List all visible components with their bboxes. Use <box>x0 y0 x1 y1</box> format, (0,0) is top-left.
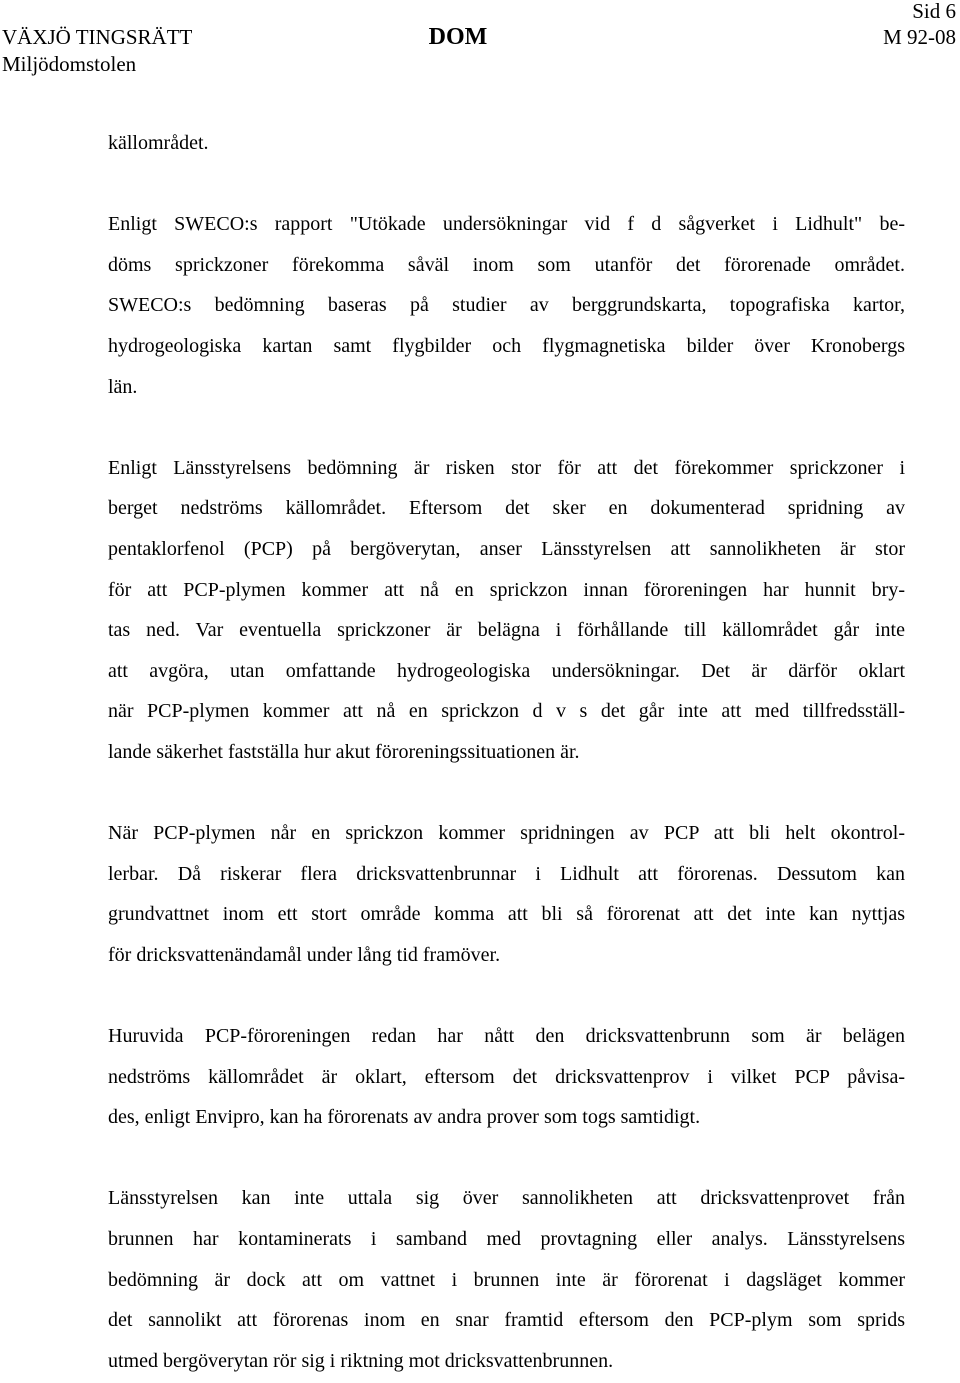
body-line: för dricksvattenändamål under lång tid framöver. <box>108 943 501 966</box>
body-line: grundvattnet inom ett stort område komma att bli så förorenat att det inte kan nyttjas <box>108 903 905 926</box>
body-line: lerbar. Då riskerar flera dricksvattenbrunnar i Lidhult att förorenas. Dessutom kan <box>108 862 905 885</box>
paragraph <box>108 204 905 407</box>
body-line: berget nedströms källområdet. Eftersom det sker en dokumenterad spridning av <box>108 497 905 520</box>
body-line: När PCP-plymen når en sprickzon kommer spridningen av PCP att bli helt okontrol- <box>108 822 905 845</box>
body-line: nedströms källområdet är oklart, eftersom det dricksvattenprov i vilket PCP påvisa- <box>108 1065 905 1088</box>
body-line: det sannolikt att förorenas inom en snar framtid eftersom den PCP-plym som sprids <box>108 1309 905 1332</box>
body-line: Huruvida PCP-föroreningen redan har nått den dricksvattenbrunn som är belägen <box>108 1025 905 1048</box>
body-line: döms sprickzoner förekomma såväl inom som utanför det förorenade området. <box>108 253 905 276</box>
body-line: bedömning är dock att om vattnet i brunnen inte är förorenat i dagsläget kommer <box>108 1268 905 1291</box>
paragraph <box>108 448 905 773</box>
body-line: när PCP-plymen kommer att nå en sprickzon d v s det går inte att med tillfredsställ- <box>108 700 905 723</box>
body-line: lande säkerhet fastställa hur akut föroreningssituationen är. <box>108 740 580 763</box>
body-line: Länsstyrelsen kan inte uttala sig över sannolikheten att dricksvattenprovet från <box>108 1187 905 1210</box>
paragraph <box>108 813 905 975</box>
court-department: Miljödomstolen <box>2 52 137 76</box>
paragraph <box>108 1178 905 1381</box>
body-line: SWECO:s bedömning baseras på studier av berggrundskarta, topografiska kartor, <box>108 294 905 317</box>
body-line: att avgöra, utan omfattande hydrogeologiska undersökningar. Det är därför oklart <box>108 659 905 682</box>
document-body <box>108 123 905 1381</box>
body-line: län. <box>108 375 138 398</box>
court-name: VÄXJÖ TINGSRÄTT <box>2 25 193 49</box>
body-line: pentaklorfenol (PCP) på bergöverytan, anser Länsstyrelsen att sannolikheten är stor <box>108 537 905 560</box>
body-line: tas ned. Var eventuella sprickzoner är belägna i förhållande till källområdet går inte <box>108 619 905 642</box>
document-type: DOM <box>428 24 488 50</box>
body-line: hydrogeologiska kartan samt flygbilder och flygmagnetiska bilder över Kronobergs <box>108 334 905 357</box>
body-line: Enligt SWECO:s rapport "Utökade undersökningar vid f d sågverket i Lidhult" be- <box>108 213 905 236</box>
body-line: des, enligt Envipro, kan ha förorenats av andra prover som togs samtidigt. <box>108 1106 701 1129</box>
paragraph <box>108 123 905 164</box>
body-line: källområdet. <box>108 132 209 154</box>
body-line: brunnen har kontaminerats i samband med provtagning eller analys. Länsstyrelsens <box>108 1228 905 1251</box>
case-number: M 92-08 <box>883 25 956 49</box>
paragraph <box>108 1016 905 1138</box>
body-line: för att PCP-plymen kommer att nå en sprickzon innan föroreningen har hunnit bry- <box>108 578 905 601</box>
page-number: Sid 6 <box>912 0 956 23</box>
body-line: utmed bergöverytan rör sig i riktning mot dricksvattenbrunnen. <box>108 1349 614 1372</box>
body-line: Enligt Länsstyrelsens bedömning är risken stor för att det förekommer sprickzoner i <box>108 456 905 479</box>
